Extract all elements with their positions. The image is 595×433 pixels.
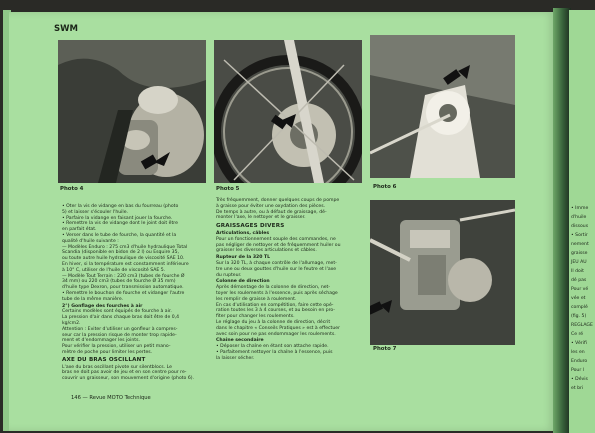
photo-4-image — [58, 40, 206, 183]
photo-5-image — [214, 40, 362, 183]
photo-5-caption: Photo 5 — [216, 186, 240, 192]
text-line: couvrir un graisseur, son mouvement d'origine (photo 6). — [62, 376, 195, 382]
text-line: Sur la 320 TL, à chaque contrôle de l'allumage, met- — [216, 261, 337, 266]
text-line: en parfait état. — [62, 227, 97, 233]
text-line: ment et d'endommager les joints. — [62, 338, 140, 344]
next-page-fragment: Il doit — [571, 269, 584, 274]
brand-header: SWM — [54, 24, 78, 34]
next-page-fragment: Enduro — [571, 359, 588, 364]
photo-7-illustration — [370, 200, 515, 345]
text-line: d'huile type Dexron, pour transmission automatique. — [62, 285, 184, 291]
text-line: En hiver, si la température est constamment inférieure — [62, 262, 189, 267]
text-line: La pression d'air dans chaque bras doit être de 0,4 — [62, 315, 180, 321]
section-subheading: Colonne de direction — [216, 279, 270, 285]
text-line: seur car la pression risque de monter trop rapide- — [62, 332, 177, 338]
section-subheading: Chaîne secondaire — [216, 338, 264, 344]
text-line: Scandia (disponible en bidon de 2 l) ou Esquire 35, — [62, 250, 179, 256]
text-line: ou toute autre huile hydraulique de viscosité SAE 10. — [62, 256, 185, 262]
next-page-fragment: • Vérifi — [571, 341, 587, 346]
text-line: graisser les diverses articulations et câbles. — [216, 248, 317, 254]
next-page-fragment: dé pas — [571, 278, 587, 283]
text-line: Certains modèles sont équipés de fourche à air. — [62, 309, 172, 315]
text-line: 5) et laisser s'écouler l'huile. — [62, 209, 128, 215]
text-line: • Déposer la chaîne en étant son attache rapide. — [216, 344, 329, 350]
text-line: à 10° C, utiliser de l'huile de viscosité SAE 5. — [62, 267, 166, 273]
photo-7-caption: Photo 7 — [373, 346, 397, 352]
next-page-fragment: • Imme — [571, 206, 589, 211]
text-line: qualité d'huile suivante : — [62, 238, 119, 244]
text-line: monter l'axe, le nettoyer et le graisser. — [216, 215, 306, 221]
next-page-fragment: Pour vé — [571, 287, 589, 292]
text-line: kg/cm2. — [62, 321, 81, 326]
text-line: L'axe du bras oscillant pivote sur silentblocs. Le — [62, 364, 172, 370]
text-line: Le réglage du jeu à la colonne de direction, décrit — [216, 320, 331, 325]
text-line: Très fréquemment, donner quelques coups de pompe — [216, 198, 340, 203]
next-page — [569, 10, 595, 433]
next-page-fragment: Pour l — [571, 368, 584, 373]
text-line: bras ne doit pas avoir de jeu et en son centre pour re- — [62, 370, 187, 376]
next-page-fragment: JEU AU — [571, 260, 587, 265]
page-footer: 146 — Revue MOTO Technique — [71, 395, 151, 401]
text-line: • Parfaitement nettoyer la chaîne à l'essence, puis — [216, 350, 333, 355]
text-line: • Remettre le bouchon de fourche et vidanger l'autre — [62, 291, 185, 296]
text-line: les remplir de graisse à roulement. — [216, 296, 297, 302]
text-line: — Modèle Tout Terrain : 220 cm3 (tubes de fourche Ø — [62, 273, 185, 279]
text-line: fiter pour changer les roulements. — [216, 314, 295, 320]
photo-6-caption: Photo 6 — [373, 184, 397, 190]
next-page-fragment: • Dévis — [571, 377, 588, 382]
photo-6-illustration — [370, 35, 515, 178]
text-line: toyer les roulements à l'essence, puis après séchage — [216, 291, 338, 296]
section-heading: GRAISSAGES DIVERS — [216, 223, 285, 230]
text-line: 34 mm) ou 220 cm3 (tubes de fourche Ø 35 mm) — [62, 279, 176, 285]
text-line: la laisser sécher. — [216, 355, 255, 361]
next-page-fragment: d'huile — [571, 215, 587, 220]
text-line: tre une ou deux gouttes d'huile sur le feutre et l'axe — [216, 266, 337, 272]
photo-6-image — [370, 35, 515, 178]
next-page-fragment: (fig. 5) — [571, 314, 587, 319]
next-page-fragment: complé — [571, 305, 588, 310]
text-line: tube de la même manière. — [62, 296, 124, 302]
text-line: pas négliger de nettoyer et de fréquemment huiler ou — [216, 242, 341, 248]
text-line: Attention : Eviter d'utiliser un gonfleur à compres- — [62, 326, 178, 332]
section-heading: AXE DU BRAS OSCILLANT — [62, 356, 146, 363]
text-line: mètre de poche pour limiter les pertes. — [62, 350, 153, 355]
text-line: Pour un fonctionnement souple des commandes, ne — [216, 236, 336, 242]
text-line: à graisse pour éviter une oxydation des pièces. — [216, 203, 326, 209]
next-page-fragment: les en — [571, 350, 585, 355]
text-line: avec soin pour ne pas endommager les roulements. — [216, 331, 336, 337]
text-line: ration toutes les 3 à 4 courses, et au besoin en pro- — [216, 308, 335, 314]
next-page-fragment: graisse — [571, 251, 588, 256]
text-line: — Modèles Enduro : 275 cm3 d'huile hydraulique Total — [62, 244, 188, 250]
next-page-fragment: • Sortir — [571, 233, 588, 238]
text-line: dans le chapitre « Conseils Pratiques » est à effectuer — [216, 325, 340, 331]
photo-7-image — [370, 200, 515, 345]
text-line: • Verser dans le tube de fourche, la quantité et la — [62, 233, 177, 238]
next-page-fragment: Ce ré — [571, 332, 584, 337]
next-page-fragment: vée et — [571, 296, 586, 301]
text-line: • Parfaire la vidange en faisant jouer la fourche. — [62, 215, 173, 221]
section-subheading: Rupteur de la 320 TL — [216, 255, 271, 261]
photo-5-illustration — [214, 40, 362, 183]
section-subheading: 2°) Gonflage des fourches à air — [62, 303, 143, 309]
next-page-fragment: dissous — [571, 224, 589, 229]
section-subheading: Articulations, câbles — [216, 231, 270, 236]
text-line: Pour vérifier la pression, utiliser un petit mano- — [62, 344, 171, 350]
text-line: • Remettre la vis de vidange dont le joint doit être — [62, 221, 178, 227]
text-line: De temps à autre, ou à défaut de graissage, dé- — [216, 209, 327, 215]
text-line: du rupteur. — [216, 272, 242, 278]
text-line: • Oter la vis de vidange en bas du fourreau (photo — [62, 204, 179, 209]
next-page-fragment: REGLAGE — [571, 323, 593, 328]
photo-4-illustration — [58, 40, 206, 183]
photo-4-caption: Photo 4 — [60, 186, 84, 192]
text-line: Après démontage de la colonne de direction, net- — [216, 285, 331, 291]
next-page-fragment: nement — [571, 242, 589, 247]
next-page-fragment: et bri — [571, 386, 584, 391]
text-line: En cas d'utilisation en compétition, faire cette opé- — [216, 302, 334, 308]
